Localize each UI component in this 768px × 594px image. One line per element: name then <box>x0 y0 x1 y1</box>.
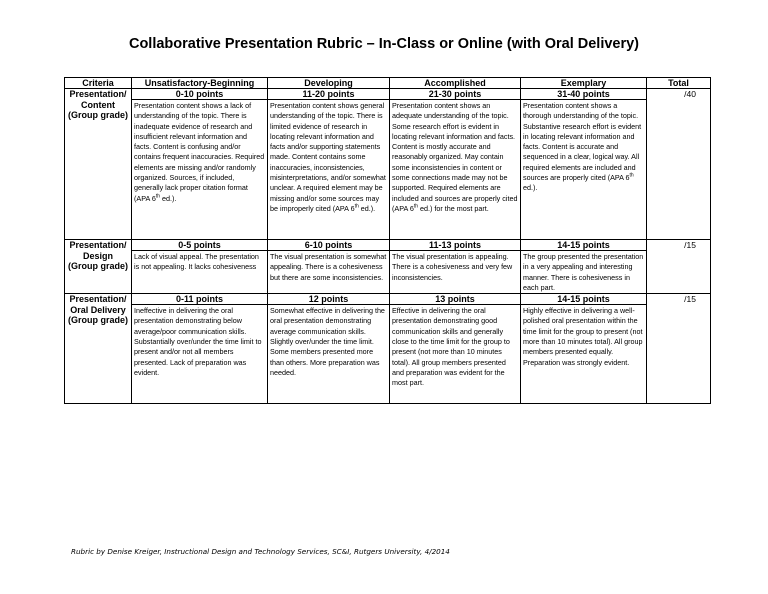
ordinal-suffix: th <box>629 172 634 179</box>
points-label: 14-15 points <box>521 240 646 251</box>
table-row <box>65 294 711 404</box>
header-total: Total <box>647 78 711 89</box>
header-unsatisfactory: Unsatisfactory-Beginning <box>132 78 268 89</box>
page-title: Collaborative Presentation Rubric – In-Class or Online (with Oral Delivery) <box>128 36 640 52</box>
total-cell: /15 <box>647 294 711 404</box>
points-label: 0-10 points <box>132 89 267 100</box>
ordinal-suffix: th <box>354 203 359 210</box>
rating-cell <box>268 89 390 240</box>
header-criteria: Criteria <box>65 78 132 89</box>
points-label: 31-40 points <box>521 89 646 100</box>
points-label: 11-20 points <box>268 89 389 100</box>
points-label: 11-13 points <box>390 240 520 251</box>
criteria-cell <box>65 89 132 240</box>
criteria-line: (Group grade) <box>68 315 128 326</box>
criteria-line: Presentation/ <box>69 294 127 305</box>
rating-description: Effective in delivering the oral presentation demonstrating good communication skills and generally close to the time limit for the group to present (not more than 10 minutes total). All group members presented and preparation was evident for the most part. <box>392 306 510 388</box>
criteria-line: Content <box>81 99 115 110</box>
criteria-line: Design <box>82 250 113 261</box>
points-label: 0-5 points <box>132 240 267 251</box>
footer-credit: Rubric by Denise Kreiger, Instructional Design and Technology Services, SC&I, Rutgers University, 4/2014 <box>71 547 450 556</box>
rating-cell <box>132 240 268 294</box>
header-developing: Developing <box>268 78 390 89</box>
rating-description: Somewhat effective in delivering the oral presentation demonstrating average communication skills. Slightly over/under the time limit. Some members presented more than others. More preparation was needed. <box>270 306 385 377</box>
rating-cell <box>268 294 390 404</box>
rubric-table <box>64 77 711 404</box>
rating-description: Presentation content shows general understanding of the topic. There is limited evidence of research in locating relevant information and facts and/or supporting statements made. Content contains some inaccuracies, inconsistencies, misinterpretations, and/or somewhat unclear. A required element may be missing and/or some sources may be improperly cited (APA 6th ed.). <box>270 101 386 213</box>
criteria-cell <box>65 294 132 404</box>
rating-description: Ineffective in delivering the oral presentation demonstrating below average/poor communication skills. Substantially over/under the time limit to present and/or not all members presented. Lack of preparation was evident. <box>134 306 262 377</box>
points-label: 12 points <box>268 294 389 305</box>
points-label: 6-10 points <box>268 240 389 251</box>
points-label: 14-15 points <box>521 294 646 305</box>
criteria-line: (Group grade) <box>68 261 128 271</box>
ordinal-suffix: th <box>155 193 161 200</box>
rating-description: Lack of visual appeal. The presentation is not appealing. It lacks cohesiveness <box>134 252 259 272</box>
rating-cell <box>521 294 647 404</box>
criteria-line: (Group grade) <box>68 110 128 120</box>
rating-description: The visual presentation is somewhat appealing. There is a cohesiveness but there are some inconsistencies. <box>270 252 387 282</box>
rating-description: The group presented the presentation in a very appealing and interesting manner. There is cohesiveness in each part. <box>523 252 644 292</box>
rating-cell <box>521 240 647 294</box>
ordinal-suffix: th <box>413 203 419 210</box>
total-cell: /40 <box>647 89 711 240</box>
header-row <box>65 78 711 89</box>
rating-cell <box>390 294 521 404</box>
rating-description: The visual presentation is appealing. There is a cohesiveness and very few inconsistencies. <box>392 252 513 282</box>
rating-cell <box>132 89 268 240</box>
criteria-line: Presentation/ <box>69 89 127 99</box>
rating-cell <box>390 89 521 240</box>
rating-description: Presentation content shows an adequate understanding of the topic. Some research effort is evident in locating relevant information and facts. Content is mostly accurate and reasonably organized. May contain some inconsistencies in content or some connections made may not be supported. Required elements are included and sources are properly cited (APA 6th ed.) for the most part. <box>392 101 518 213</box>
rating-description: Presentation content shows a lack of understanding of the topic. There is inadequate evidence of research and insufficient relevant information and facts. Content is confusing and/or contains frequent inaccuracies. Required elements are missing and/or randomly organized. Sources, if included, generally lack proper citation format (APA 6th ed.). <box>134 101 265 203</box>
rating-cell <box>268 240 390 294</box>
rating-description: Presentation content shows a thorough understanding of the topic. Substantive research effort is evident in locating relevant information and facts. Content is accurate and sequenced in a clear, logical way. All required elements are included and sources are properly cited (APA 6th ed.). <box>523 101 642 193</box>
criteria-line: Presentation/ <box>69 240 127 250</box>
rating-cell <box>132 294 268 404</box>
table-row <box>65 240 711 294</box>
criteria-line: Oral Delivery <box>70 304 126 315</box>
header-exemplary: Exemplary <box>521 78 647 89</box>
points-label: 21-30 points <box>390 89 520 100</box>
rating-cell <box>521 89 647 240</box>
header-accomplished: Accomplished <box>390 78 521 89</box>
points-label: 0-11 points <box>132 294 267 305</box>
points-label: 13 points <box>390 294 520 305</box>
total-cell: /15 <box>647 240 711 294</box>
rating-cell <box>390 240 521 294</box>
criteria-cell <box>65 240 132 294</box>
table-row <box>65 89 711 240</box>
rating-description: Highly effective in delivering a well-polished oral presentation within the time limit for the group to present (not more than 10 minutes total). All group members presented equally. Preparation was strongly evident. <box>523 306 643 367</box>
